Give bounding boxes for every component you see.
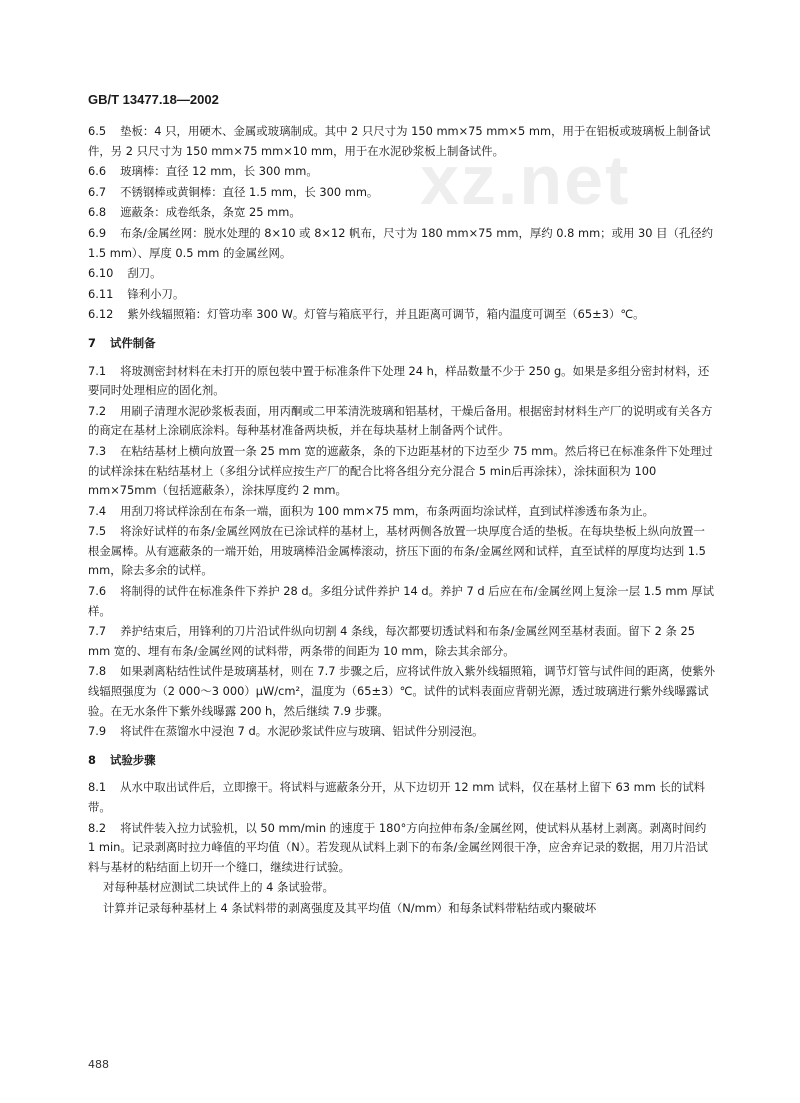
clause-number: 8.2	[88, 820, 107, 835]
clause-number: 7.8	[88, 664, 107, 679]
clause-text: 用刮刀将试样涂刮在布条一端，面积为 100 mm×75 mm，布条两面均涂试样，直到试样渗透布条为止。	[120, 503, 654, 518]
clause-text: 垫板：4 只，用硬木、金属或玻璃制成。其中 2 只尺寸为 150 mm×75 mm×5 mm，用于在铝板或玻璃板上制备试件，另 2 只尺寸为 150 mm×75 mm×10 mm，用于在水泥砂浆板上制备试件。	[88, 124, 711, 158]
clause-number: 6.7	[88, 184, 107, 199]
clause-7-2	[88, 402, 716, 441]
clause-number: 7.6	[88, 584, 107, 599]
clause-text: 紫外线辐照箱：灯管功率 300 W。灯管与箱底平行，并且距离可调节，箱内温度可调至（65±3）℃。	[127, 307, 645, 322]
clause-7-5	[88, 522, 716, 581]
clause-number: 7.5	[88, 524, 107, 539]
standard-header: GB/T 13477.18—2002	[88, 92, 219, 107]
clause-6-9	[88, 224, 716, 263]
clause-number: 6.5	[88, 124, 107, 138]
clause-number: 8.1	[88, 780, 107, 795]
clause-7-9	[88, 722, 716, 742]
clause-number: 7.9	[88, 724, 107, 739]
clause-number: 6.10	[88, 266, 114, 281]
section-title: 试件制备	[109, 335, 156, 350]
section-7-heading	[88, 334, 716, 354]
clause-6-5	[88, 122, 716, 161]
clause-8-2	[88, 819, 716, 878]
section-6-items	[88, 122, 716, 325]
section-8-heading	[88, 751, 716, 771]
clause-text: 玻璃棒：直径 12 mm，长 300 mm。	[120, 164, 318, 179]
clause-number: 7.3	[88, 443, 107, 458]
clause-text: 如果剥离粘结性试件是玻璃基材，则在 7.7 步骤之后，应将试件放入紫外线辐照箱，调节灯管与试件间的距离，使紫外线辐照强度为（2 000～3 000）μW/cm²，温度为（65±3）℃。试件的试料表面应背朝光源，透过玻璃进行紫外线曝露试验。在无水条件下紫外线曝露 200 h，然后继续 7.9 步骤。	[88, 664, 716, 718]
clause-text: 从水中取出试件后，立即擦干。将试料与遮蔽条分开，从下边切开 12 mm 试料，仅在基材上留下 63 mm 长的试料带。	[88, 780, 706, 814]
paragraph-test-strips: 对每种基材应测试二块试件上的 4 条试验带。	[103, 880, 334, 895]
clause-text: 在粘结基材上横向放置一条 25 mm 宽的遮蔽条，条的下边距基材的下边至少 75 mm。然后将已在标准条件下处理过的试样涂抹在粘结基材上（多组分试样应按生产厂的配合比将各组分充分混合 5 min后再涂抹），涂抹面积为 100 mm×75mm（包括遮蔽条），涂抹厚度约 2 mm。	[88, 443, 713, 498]
clause-text: 将试件装入拉力试验机，以 50 mm/min 的速度于 180°方向拉伸布条/金属丝网，使试料从基材上剥离。剥离时间约 1 min。记录剥离时拉力峰值的平均值（N）。若发现从试料上剥下的布条/金属丝网很干净，应舍弃记录的数据，用刀片沿试料与基材的粘结面上切开一个缝口，继续进行试验。	[88, 820, 708, 874]
clause-7-1	[88, 362, 716, 401]
clause-7-3	[88, 442, 716, 501]
clause-text: 将涂好试样的布条/金属丝网放在已涂试样的基材上，基材两侧各放置一块厚度合适的垫板。在每块垫板上纵向放置一根金属棒。从有遮蔽条的一端开始，用玻璃棒沿金属棒滚动，挤压下面的布条/金属丝网和试样，直至试样的厚度均达到 1.5 mm，除去多余的试样。	[88, 524, 706, 578]
page-number: 488	[88, 1058, 109, 1071]
clause-text: 将玻测密封材料在未打开的原包装中置于标准条件下处理 24 h，样品数量不少于 250 g。如果是多组分密封材料，还要同时处理相应的固化剂。	[88, 363, 710, 398]
clause-text: 布条/金属丝网：脱水处理的 8×10 或 8×12 帆布，尺寸为 180 mm×75 mm，厚约 0.8 mm；或用 30 目（孔径约 1.5 mm）、厚度 0.5 mm 的金属丝网。	[88, 225, 714, 260]
clause-number: 7.2	[88, 403, 107, 418]
clause-text: 用刷子清理水泥砂浆板表面，用丙酮或二甲苯清洗玻璃和铝基材，干燥后备用。根据密封材料生产厂的说明或有关各方的商定在基材上涂刷底涂料。每种基材准备两块板，并在每块基材上制备两个试件。	[88, 403, 713, 438]
clause-6-6	[88, 162, 716, 182]
clause-text: 刮刀。	[127, 266, 162, 281]
paragraph-calculation: 计算并记录每种基材上 4 条试料带的剥离强度及其平均值（N/mm）和每条试料带粘结或内聚破坏	[103, 900, 597, 915]
watermark: xz.net	[420, 141, 631, 219]
clause-7-8	[88, 662, 716, 721]
clause-8-1	[88, 778, 716, 817]
clause-6-7	[88, 183, 716, 203]
clause-number: 6.8	[88, 205, 107, 220]
clause-6-10	[88, 264, 716, 284]
section-number: 7	[88, 335, 96, 350]
clause-text: 锋利小刀。	[127, 286, 185, 301]
clause-number: 7.1	[88, 363, 107, 378]
document-body	[88, 122, 716, 920]
clause-text: 遮蔽条：成卷纸条，条宽 25 mm。	[120, 205, 301, 220]
clause-number: 6.11	[88, 286, 114, 301]
clause-6-12	[88, 305, 716, 325]
clause-7-7	[88, 622, 716, 661]
clause-text: 不锈钢棒或黄铜棒：直径 1.5 mm，长 300 mm。	[120, 184, 379, 199]
clause-6-8	[88, 203, 716, 223]
clause-text: 将制得的试件在标准条件下养护 28 d。多组分试件养护 14 d。养护 7 d 后应在布/金属丝网上复涂一层 1.5 mm 厚试样。	[88, 584, 715, 618]
section-7-items	[88, 362, 716, 742]
clause-number: 7.7	[88, 624, 107, 639]
clause-text: 养护结束后，用锋利的刀片沿试件纵向切割 4 条线，每次都要切透试料和布条/金属丝网至基材表面。留下 2 条 25 mm 宽的、埋有布条/金属丝网的试料带，两条带的间距为 10 mm，除去其余部分。	[88, 624, 696, 658]
section-number: 8	[88, 752, 96, 767]
clause-6-11	[88, 285, 716, 305]
clause-7-6	[88, 582, 716, 621]
clause-number: 7.4	[88, 503, 107, 518]
clause-7-4	[88, 502, 716, 522]
clause-number: 6.9	[88, 225, 107, 240]
section-title: 试验步骤	[109, 752, 156, 767]
clause-text: 将试件在蒸馏水中浸泡 7 d。水泥砂浆试件应与玻璃、铝试件分别浸泡。	[120, 724, 484, 739]
clause-number: 6.6	[88, 164, 107, 179]
clause-number: 6.12	[88, 307, 114, 322]
section-8-items	[88, 778, 716, 918]
